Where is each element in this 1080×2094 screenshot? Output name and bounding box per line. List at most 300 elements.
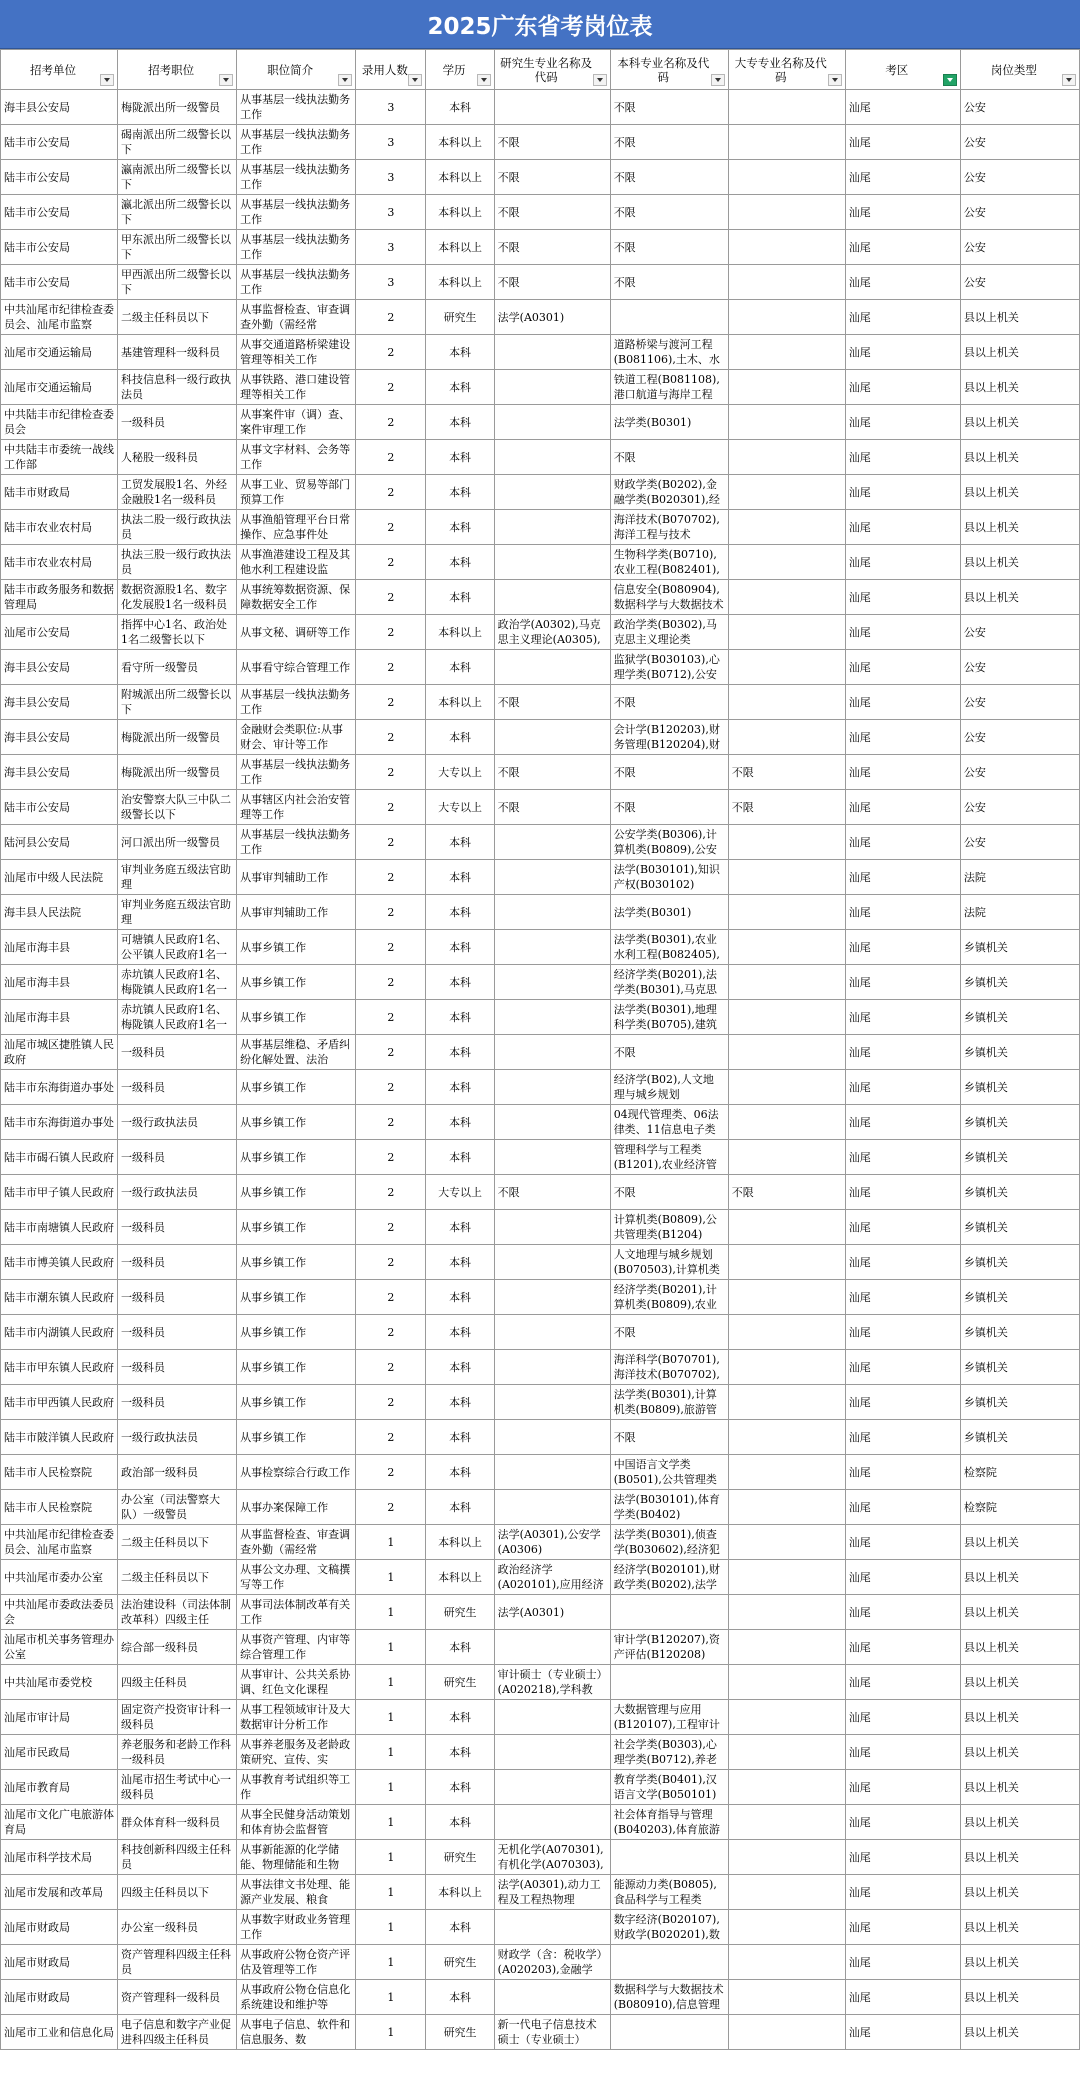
table-row[interactable]	[1, 1525, 1080, 1560]
cell-college-major[interactable]	[728, 755, 845, 790]
cell-count[interactable]	[356, 1910, 426, 1945]
table-row[interactable]	[1, 1595, 1080, 1630]
cell-grad-major[interactable]	[494, 755, 610, 790]
table-row[interactable]	[1, 1105, 1080, 1140]
cell-brief[interactable]	[237, 1560, 356, 1595]
cell-count[interactable]	[356, 1700, 426, 1735]
cell-education[interactable]	[426, 1805, 494, 1840]
cell-grad-major[interactable]	[494, 965, 610, 1000]
cell-region[interactable]	[845, 1805, 960, 1840]
cell-brief[interactable]	[237, 1350, 356, 1385]
cell-post-type[interactable]	[960, 1875, 1079, 1910]
cell-post-type[interactable]	[960, 1665, 1079, 1700]
cell-region[interactable]	[845, 1525, 960, 1560]
cell-region[interactable]	[845, 1455, 960, 1490]
cell-region[interactable]	[845, 90, 960, 125]
cell-region[interactable]	[845, 265, 960, 300]
cell-grad-major[interactable]	[494, 1420, 610, 1455]
cell-education[interactable]	[426, 1560, 494, 1595]
cell-education[interactable]	[426, 1945, 494, 1980]
cell-college-major[interactable]	[728, 90, 845, 125]
cell-bachelor-major[interactable]	[610, 300, 728, 335]
cell-college-major[interactable]	[728, 1560, 845, 1595]
cell-count[interactable]	[356, 1385, 426, 1420]
cell-education[interactable]	[426, 930, 494, 965]
table-row[interactable]	[1, 2015, 1080, 2050]
cell-college-major[interactable]	[728, 510, 845, 545]
cell-bachelor-major[interactable]	[610, 1735, 728, 1770]
cell-region[interactable]	[845, 860, 960, 895]
cell-position[interactable]	[118, 1070, 237, 1105]
cell-brief[interactable]	[237, 1070, 356, 1105]
cell-count[interactable]	[356, 1175, 426, 1210]
cell-region[interactable]	[845, 895, 960, 930]
cell-post-type[interactable]	[960, 1315, 1079, 1350]
cell-brief[interactable]	[237, 1035, 356, 1070]
cell-brief[interactable]	[237, 1805, 356, 1840]
cell-unit[interactable]	[1, 650, 118, 685]
cell-brief[interactable]	[237, 370, 356, 405]
cell-college-major[interactable]	[728, 825, 845, 860]
table-row[interactable]	[1, 1560, 1080, 1595]
cell-post-type[interactable]	[960, 720, 1079, 755]
cell-region[interactable]	[845, 1315, 960, 1350]
cell-grad-major[interactable]	[494, 1595, 610, 1630]
cell-post-type[interactable]	[960, 1070, 1079, 1105]
cell-unit[interactable]	[1, 545, 118, 580]
cell-college-major[interactable]	[728, 580, 845, 615]
cell-post-type[interactable]	[960, 1245, 1079, 1280]
cell-count[interactable]	[356, 1350, 426, 1385]
table-row[interactable]	[1, 930, 1080, 965]
cell-position[interactable]	[118, 90, 237, 125]
cell-college-major[interactable]	[728, 160, 845, 195]
cell-college-major[interactable]	[728, 265, 845, 300]
cell-bachelor-major[interactable]	[610, 90, 728, 125]
cell-brief[interactable]	[237, 790, 356, 825]
cell-post-type[interactable]	[960, 1910, 1079, 1945]
cell-bachelor-major[interactable]	[610, 930, 728, 965]
cell-grad-major[interactable]	[494, 1280, 610, 1315]
cell-brief[interactable]	[237, 1245, 356, 1280]
cell-college-major[interactable]	[728, 1875, 845, 1910]
cell-education[interactable]	[426, 2015, 494, 2050]
cell-unit[interactable]	[1, 1350, 118, 1385]
cell-position[interactable]	[118, 685, 237, 720]
cell-count[interactable]	[356, 1525, 426, 1560]
cell-unit[interactable]	[1, 1595, 118, 1630]
cell-position[interactable]	[118, 1700, 237, 1735]
cell-grad-major[interactable]	[494, 1700, 610, 1735]
cell-bachelor-major[interactable]	[610, 1595, 728, 1630]
table-row[interactable]	[1, 755, 1080, 790]
cell-college-major[interactable]	[728, 1210, 845, 1245]
cell-region[interactable]	[845, 1840, 960, 1875]
cell-count[interactable]	[356, 860, 426, 895]
cell-bachelor-major[interactable]	[610, 1455, 728, 1490]
cell-region[interactable]	[845, 1665, 960, 1700]
cell-college-major[interactable]	[728, 1665, 845, 1700]
cell-position[interactable]	[118, 1350, 237, 1385]
cell-unit[interactable]	[1, 1665, 118, 1700]
cell-region[interactable]	[845, 1245, 960, 1280]
cell-brief[interactable]	[237, 1735, 356, 1770]
cell-bachelor-major[interactable]	[610, 1840, 728, 1875]
cell-position[interactable]	[118, 1140, 237, 1175]
cell-unit[interactable]	[1, 475, 118, 510]
cell-count[interactable]	[356, 370, 426, 405]
cell-post-type[interactable]	[960, 1420, 1079, 1455]
cell-grad-major[interactable]	[494, 930, 610, 965]
cell-education[interactable]	[426, 685, 494, 720]
cell-bachelor-major[interactable]	[610, 1210, 728, 1245]
cell-education[interactable]	[426, 790, 494, 825]
cell-post-type[interactable]	[960, 930, 1079, 965]
cell-count[interactable]	[356, 1210, 426, 1245]
table-row[interactable]	[1, 720, 1080, 755]
cell-unit[interactable]	[1, 265, 118, 300]
table-row[interactable]	[1, 790, 1080, 825]
filter-dropdown-icon[interactable]	[477, 74, 491, 86]
cell-unit[interactable]	[1, 405, 118, 440]
cell-education[interactable]	[426, 1245, 494, 1280]
cell-post-type[interactable]	[960, 1945, 1079, 1980]
cell-brief[interactable]	[237, 405, 356, 440]
cell-count[interactable]	[356, 1280, 426, 1315]
cell-unit[interactable]	[1, 1525, 118, 1560]
cell-bachelor-major[interactable]	[610, 335, 728, 370]
cell-education[interactable]	[426, 1770, 494, 1805]
cell-post-type[interactable]	[960, 370, 1079, 405]
cell-grad-major[interactable]	[494, 545, 610, 580]
cell-education[interactable]	[426, 1420, 494, 1455]
cell-grad-major[interactable]	[494, 1910, 610, 1945]
cell-education[interactable]	[426, 1350, 494, 1385]
cell-education[interactable]	[426, 1875, 494, 1910]
cell-brief[interactable]	[237, 720, 356, 755]
cell-grad-major[interactable]	[494, 1840, 610, 1875]
cell-unit[interactable]	[1, 1000, 118, 1035]
cell-position[interactable]	[118, 650, 237, 685]
cell-count[interactable]	[356, 2015, 426, 2050]
cell-position[interactable]	[118, 2015, 237, 2050]
table-row[interactable]	[1, 230, 1080, 265]
cell-education[interactable]	[426, 195, 494, 230]
cell-bachelor-major[interactable]	[610, 125, 728, 160]
cell-unit[interactable]	[1, 1105, 118, 1140]
cell-bachelor-major[interactable]	[610, 1665, 728, 1700]
cell-bachelor-major[interactable]	[610, 580, 728, 615]
cell-college-major[interactable]	[728, 1980, 845, 2015]
cell-region[interactable]	[845, 230, 960, 265]
table-row[interactable]	[1, 300, 1080, 335]
cell-education[interactable]	[426, 1035, 494, 1070]
cell-grad-major[interactable]	[494, 1980, 610, 2015]
filter-dropdown-icon[interactable]	[593, 74, 607, 86]
cell-bachelor-major[interactable]	[610, 475, 728, 510]
cell-college-major[interactable]	[728, 1385, 845, 1420]
cell-position[interactable]	[118, 1910, 237, 1945]
cell-count[interactable]	[356, 790, 426, 825]
table-row[interactable]	[1, 1070, 1080, 1105]
cell-brief[interactable]	[237, 1140, 356, 1175]
cell-unit[interactable]	[1, 1980, 118, 2015]
cell-brief[interactable]	[237, 1980, 356, 2015]
cell-count[interactable]	[356, 965, 426, 1000]
cell-post-type[interactable]	[960, 1525, 1079, 1560]
cell-post-type[interactable]	[960, 1280, 1079, 1315]
cell-unit[interactable]	[1, 1035, 118, 1070]
cell-bachelor-major[interactable]	[610, 1245, 728, 1280]
cell-college-major[interactable]	[728, 685, 845, 720]
cell-education[interactable]	[426, 1175, 494, 1210]
cell-grad-major[interactable]	[494, 160, 610, 195]
cell-count[interactable]	[356, 1735, 426, 1770]
cell-count[interactable]	[356, 1630, 426, 1665]
cell-bachelor-major[interactable]	[610, 545, 728, 580]
cell-count[interactable]	[356, 1945, 426, 1980]
table-row[interactable]	[1, 1175, 1080, 1210]
cell-post-type[interactable]	[960, 90, 1079, 125]
cell-brief[interactable]	[237, 1595, 356, 1630]
table-row[interactable]	[1, 1455, 1080, 1490]
cell-region[interactable]	[845, 1735, 960, 1770]
cell-education[interactable]	[426, 1490, 494, 1525]
cell-position[interactable]	[118, 1315, 237, 1350]
cell-count[interactable]	[356, 1105, 426, 1140]
cell-education[interactable]	[426, 440, 494, 475]
cell-unit[interactable]	[1, 1805, 118, 1840]
cell-region[interactable]	[845, 1350, 960, 1385]
cell-grad-major[interactable]	[494, 1140, 610, 1175]
cell-college-major[interactable]	[728, 1595, 845, 1630]
cell-grad-major[interactable]	[494, 335, 610, 370]
cell-bachelor-major[interactable]	[610, 860, 728, 895]
cell-bachelor-major[interactable]	[610, 265, 728, 300]
cell-college-major[interactable]	[728, 1420, 845, 1455]
cell-unit[interactable]	[1, 1280, 118, 1315]
cell-position[interactable]	[118, 895, 237, 930]
cell-grad-major[interactable]	[494, 1770, 610, 1805]
cell-brief[interactable]	[237, 580, 356, 615]
cell-position[interactable]	[118, 1735, 237, 1770]
cell-education[interactable]	[426, 650, 494, 685]
cell-grad-major[interactable]	[494, 790, 610, 825]
cell-education[interactable]	[426, 1210, 494, 1245]
cell-brief[interactable]	[237, 860, 356, 895]
cell-grad-major[interactable]	[494, 1175, 610, 1210]
cell-college-major[interactable]	[728, 720, 845, 755]
cell-post-type[interactable]	[960, 125, 1079, 160]
cell-count[interactable]	[356, 160, 426, 195]
cell-post-type[interactable]	[960, 1735, 1079, 1770]
cell-bachelor-major[interactable]	[610, 1945, 728, 1980]
cell-brief[interactable]	[237, 1385, 356, 1420]
table-row[interactable]	[1, 1385, 1080, 1420]
cell-education[interactable]	[426, 615, 494, 650]
cell-count[interactable]	[356, 335, 426, 370]
cell-post-type[interactable]	[960, 755, 1079, 790]
cell-unit[interactable]	[1, 1420, 118, 1455]
filter-dropdown-icon[interactable]	[943, 74, 957, 86]
cell-unit[interactable]	[1, 580, 118, 615]
cell-unit[interactable]	[1, 125, 118, 160]
cell-position[interactable]	[118, 1035, 237, 1070]
cell-post-type[interactable]	[960, 265, 1079, 300]
cell-college-major[interactable]	[728, 1035, 845, 1070]
cell-position[interactable]	[118, 335, 237, 370]
cell-count[interactable]	[356, 755, 426, 790]
cell-region[interactable]	[845, 440, 960, 475]
cell-grad-major[interactable]	[494, 475, 610, 510]
cell-position[interactable]	[118, 615, 237, 650]
cell-college-major[interactable]	[728, 790, 845, 825]
cell-college-major[interactable]	[728, 195, 845, 230]
cell-region[interactable]	[845, 1910, 960, 1945]
cell-unit[interactable]	[1, 2015, 118, 2050]
cell-college-major[interactable]	[728, 1455, 845, 1490]
cell-post-type[interactable]	[960, 230, 1079, 265]
cell-count[interactable]	[356, 1245, 426, 1280]
cell-brief[interactable]	[237, 1840, 356, 1875]
cell-education[interactable]	[426, 1665, 494, 1700]
cell-unit[interactable]	[1, 1910, 118, 1945]
cell-region[interactable]	[845, 650, 960, 685]
cell-bachelor-major[interactable]	[610, 1035, 728, 1070]
cell-unit[interactable]	[1, 370, 118, 405]
cell-college-major[interactable]	[728, 440, 845, 475]
cell-bachelor-major[interactable]	[610, 720, 728, 755]
cell-grad-major[interactable]	[494, 1630, 610, 1665]
cell-position[interactable]	[118, 475, 237, 510]
table-row[interactable]	[1, 335, 1080, 370]
cell-position[interactable]	[118, 790, 237, 825]
cell-count[interactable]	[356, 685, 426, 720]
cell-count[interactable]	[356, 545, 426, 580]
cell-region[interactable]	[845, 300, 960, 335]
cell-post-type[interactable]	[960, 545, 1079, 580]
cell-education[interactable]	[426, 1385, 494, 1420]
cell-college-major[interactable]	[728, 230, 845, 265]
cell-brief[interactable]	[237, 930, 356, 965]
cell-grad-major[interactable]	[494, 1525, 610, 1560]
cell-position[interactable]	[118, 1665, 237, 1700]
cell-brief[interactable]	[237, 1875, 356, 1910]
cell-bachelor-major[interactable]	[610, 2015, 728, 2050]
cell-position[interactable]	[118, 1630, 237, 1665]
cell-bachelor-major[interactable]	[610, 825, 728, 860]
cell-region[interactable]	[845, 1140, 960, 1175]
table-row[interactable]	[1, 265, 1080, 300]
cell-grad-major[interactable]	[494, 825, 610, 860]
cell-region[interactable]	[845, 1945, 960, 1980]
table-row[interactable]	[1, 545, 1080, 580]
cell-count[interactable]	[356, 1140, 426, 1175]
cell-position[interactable]	[118, 930, 237, 965]
cell-unit[interactable]	[1, 930, 118, 965]
cell-count[interactable]	[356, 1980, 426, 2015]
cell-count[interactable]	[356, 1035, 426, 1070]
cell-college-major[interactable]	[728, 1105, 845, 1140]
cell-brief[interactable]	[237, 545, 356, 580]
cell-education[interactable]	[426, 860, 494, 895]
cell-college-major[interactable]	[728, 2015, 845, 2050]
table-row[interactable]	[1, 1840, 1080, 1875]
cell-grad-major[interactable]	[494, 1665, 610, 1700]
cell-count[interactable]	[356, 1420, 426, 1455]
cell-unit[interactable]	[1, 510, 118, 545]
cell-position[interactable]	[118, 1840, 237, 1875]
cell-unit[interactable]	[1, 300, 118, 335]
table-row[interactable]	[1, 1770, 1080, 1805]
cell-unit[interactable]	[1, 1455, 118, 1490]
cell-education[interactable]	[426, 1000, 494, 1035]
cell-college-major[interactable]	[728, 1140, 845, 1175]
cell-post-type[interactable]	[960, 615, 1079, 650]
cell-count[interactable]	[356, 125, 426, 160]
filter-dropdown-icon[interactable]	[1062, 74, 1076, 86]
cell-post-type[interactable]	[960, 1700, 1079, 1735]
cell-region[interactable]	[845, 580, 960, 615]
cell-bachelor-major[interactable]	[610, 1280, 728, 1315]
table-row[interactable]	[1, 1875, 1080, 1910]
cell-bachelor-major[interactable]	[610, 1175, 728, 1210]
cell-education[interactable]	[426, 405, 494, 440]
cell-post-type[interactable]	[960, 510, 1079, 545]
cell-education[interactable]	[426, 545, 494, 580]
cell-education[interactable]	[426, 1595, 494, 1630]
cell-college-major[interactable]	[728, 475, 845, 510]
cell-position[interactable]	[118, 1175, 237, 1210]
cell-region[interactable]	[845, 160, 960, 195]
cell-count[interactable]	[356, 440, 426, 475]
cell-position[interactable]	[118, 1000, 237, 1035]
cell-education[interactable]	[426, 1840, 494, 1875]
cell-education[interactable]	[426, 1280, 494, 1315]
cell-count[interactable]	[356, 90, 426, 125]
cell-brief[interactable]	[237, 1280, 356, 1315]
cell-bachelor-major[interactable]	[610, 1385, 728, 1420]
cell-unit[interactable]	[1, 860, 118, 895]
cell-unit[interactable]	[1, 1385, 118, 1420]
cell-count[interactable]	[356, 1665, 426, 1700]
cell-grad-major[interactable]	[494, 1350, 610, 1385]
cell-grad-major[interactable]	[494, 1735, 610, 1770]
cell-count[interactable]	[356, 1875, 426, 1910]
filter-dropdown-icon[interactable]	[338, 74, 352, 86]
cell-college-major[interactable]	[728, 650, 845, 685]
filter-dropdown-icon[interactable]	[408, 74, 422, 86]
cell-count[interactable]	[356, 720, 426, 755]
cell-college-major[interactable]	[728, 1525, 845, 1560]
table-row[interactable]	[1, 650, 1080, 685]
cell-count[interactable]	[356, 230, 426, 265]
table-row[interactable]	[1, 475, 1080, 510]
cell-post-type[interactable]	[960, 405, 1079, 440]
cell-post-type[interactable]	[960, 1140, 1079, 1175]
cell-count[interactable]	[356, 1805, 426, 1840]
cell-college-major[interactable]	[728, 1735, 845, 1770]
cell-education[interactable]	[426, 265, 494, 300]
cell-brief[interactable]	[237, 1945, 356, 1980]
cell-position[interactable]	[118, 720, 237, 755]
cell-college-major[interactable]	[728, 1000, 845, 1035]
cell-position[interactable]	[118, 1385, 237, 1420]
table-row[interactable]	[1, 895, 1080, 930]
cell-grad-major[interactable]	[494, 1000, 610, 1035]
cell-unit[interactable]	[1, 755, 118, 790]
cell-bachelor-major[interactable]	[610, 1000, 728, 1035]
